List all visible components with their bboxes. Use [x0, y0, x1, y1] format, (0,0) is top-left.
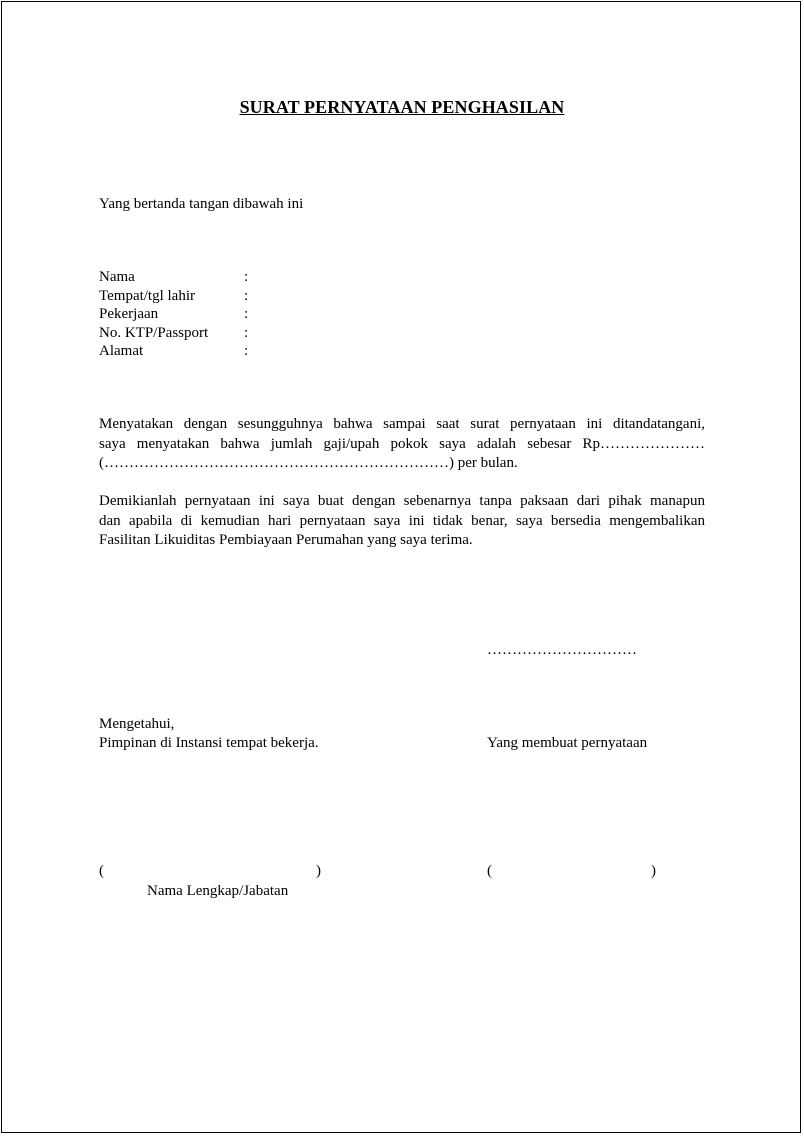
declarant-role: Yang membuat pernyataan [487, 735, 648, 751]
page-border [1, 1, 801, 1133]
intro-text: Yang bertanda tangan dibawah ini [99, 196, 304, 212]
field-label: Tempat/tgl lahir [99, 287, 196, 304]
field-colon: : [244, 343, 249, 359]
field-colon: : [244, 324, 249, 341]
statement-paragraph [99, 415, 705, 474]
field-label: Nama [99, 269, 135, 285]
paragraph-line: Demikianlah pernyataan ini saya buat dengan sebenarnya tanpa paksaan dari pihak manapun [99, 493, 705, 509]
paragraph-line: dan apabila di kemudian hari pernyataan saya ini tidak benar, saya bersedia mengembalikan [99, 512, 705, 529]
left-signature-close-paren: ) [316, 863, 321, 879]
employer-role: Pimpinan di Instansi tempat bekerja. [99, 735, 319, 751]
closing-paragraph [99, 492, 705, 551]
right-signature-close-paren: ) [651, 863, 656, 879]
field-label: Alamat [99, 343, 144, 359]
paragraph-line: Fasilitan Likuiditas Pembiayaan Perumahan yang saya terima. [99, 532, 473, 548]
field-colon: : [244, 306, 249, 322]
field-label: No. KTP/Passport [99, 324, 209, 341]
date-placeholder: ………………………… [487, 642, 637, 658]
left-signature-open-paren: ( [99, 863, 104, 879]
paragraph-line: saya menyatakan bahwa jumlah gaji/upah pokok saya adalah sebesar Rp………………… [99, 435, 705, 452]
document-title: SURAT PERNYATAAN PENGHASILAN [239, 97, 565, 117]
right-signature-open-paren: ( [487, 863, 492, 879]
acknowledged-heading: Mengetahui, [99, 716, 175, 732]
left-signature-caption: Nama Lengkap/Jabatan [147, 883, 289, 899]
field-label: Pekerjaan [99, 306, 159, 322]
field-colon: : [244, 287, 249, 304]
paragraph-line: Menyatakan dengan sesungguhnya bahwa sampai saat surat pernyataan ini ditandatangani, [99, 416, 705, 432]
paragraph-line: (……………………………………………………………) per bulan. [99, 455, 518, 471]
field-colon: : [244, 269, 249, 285]
